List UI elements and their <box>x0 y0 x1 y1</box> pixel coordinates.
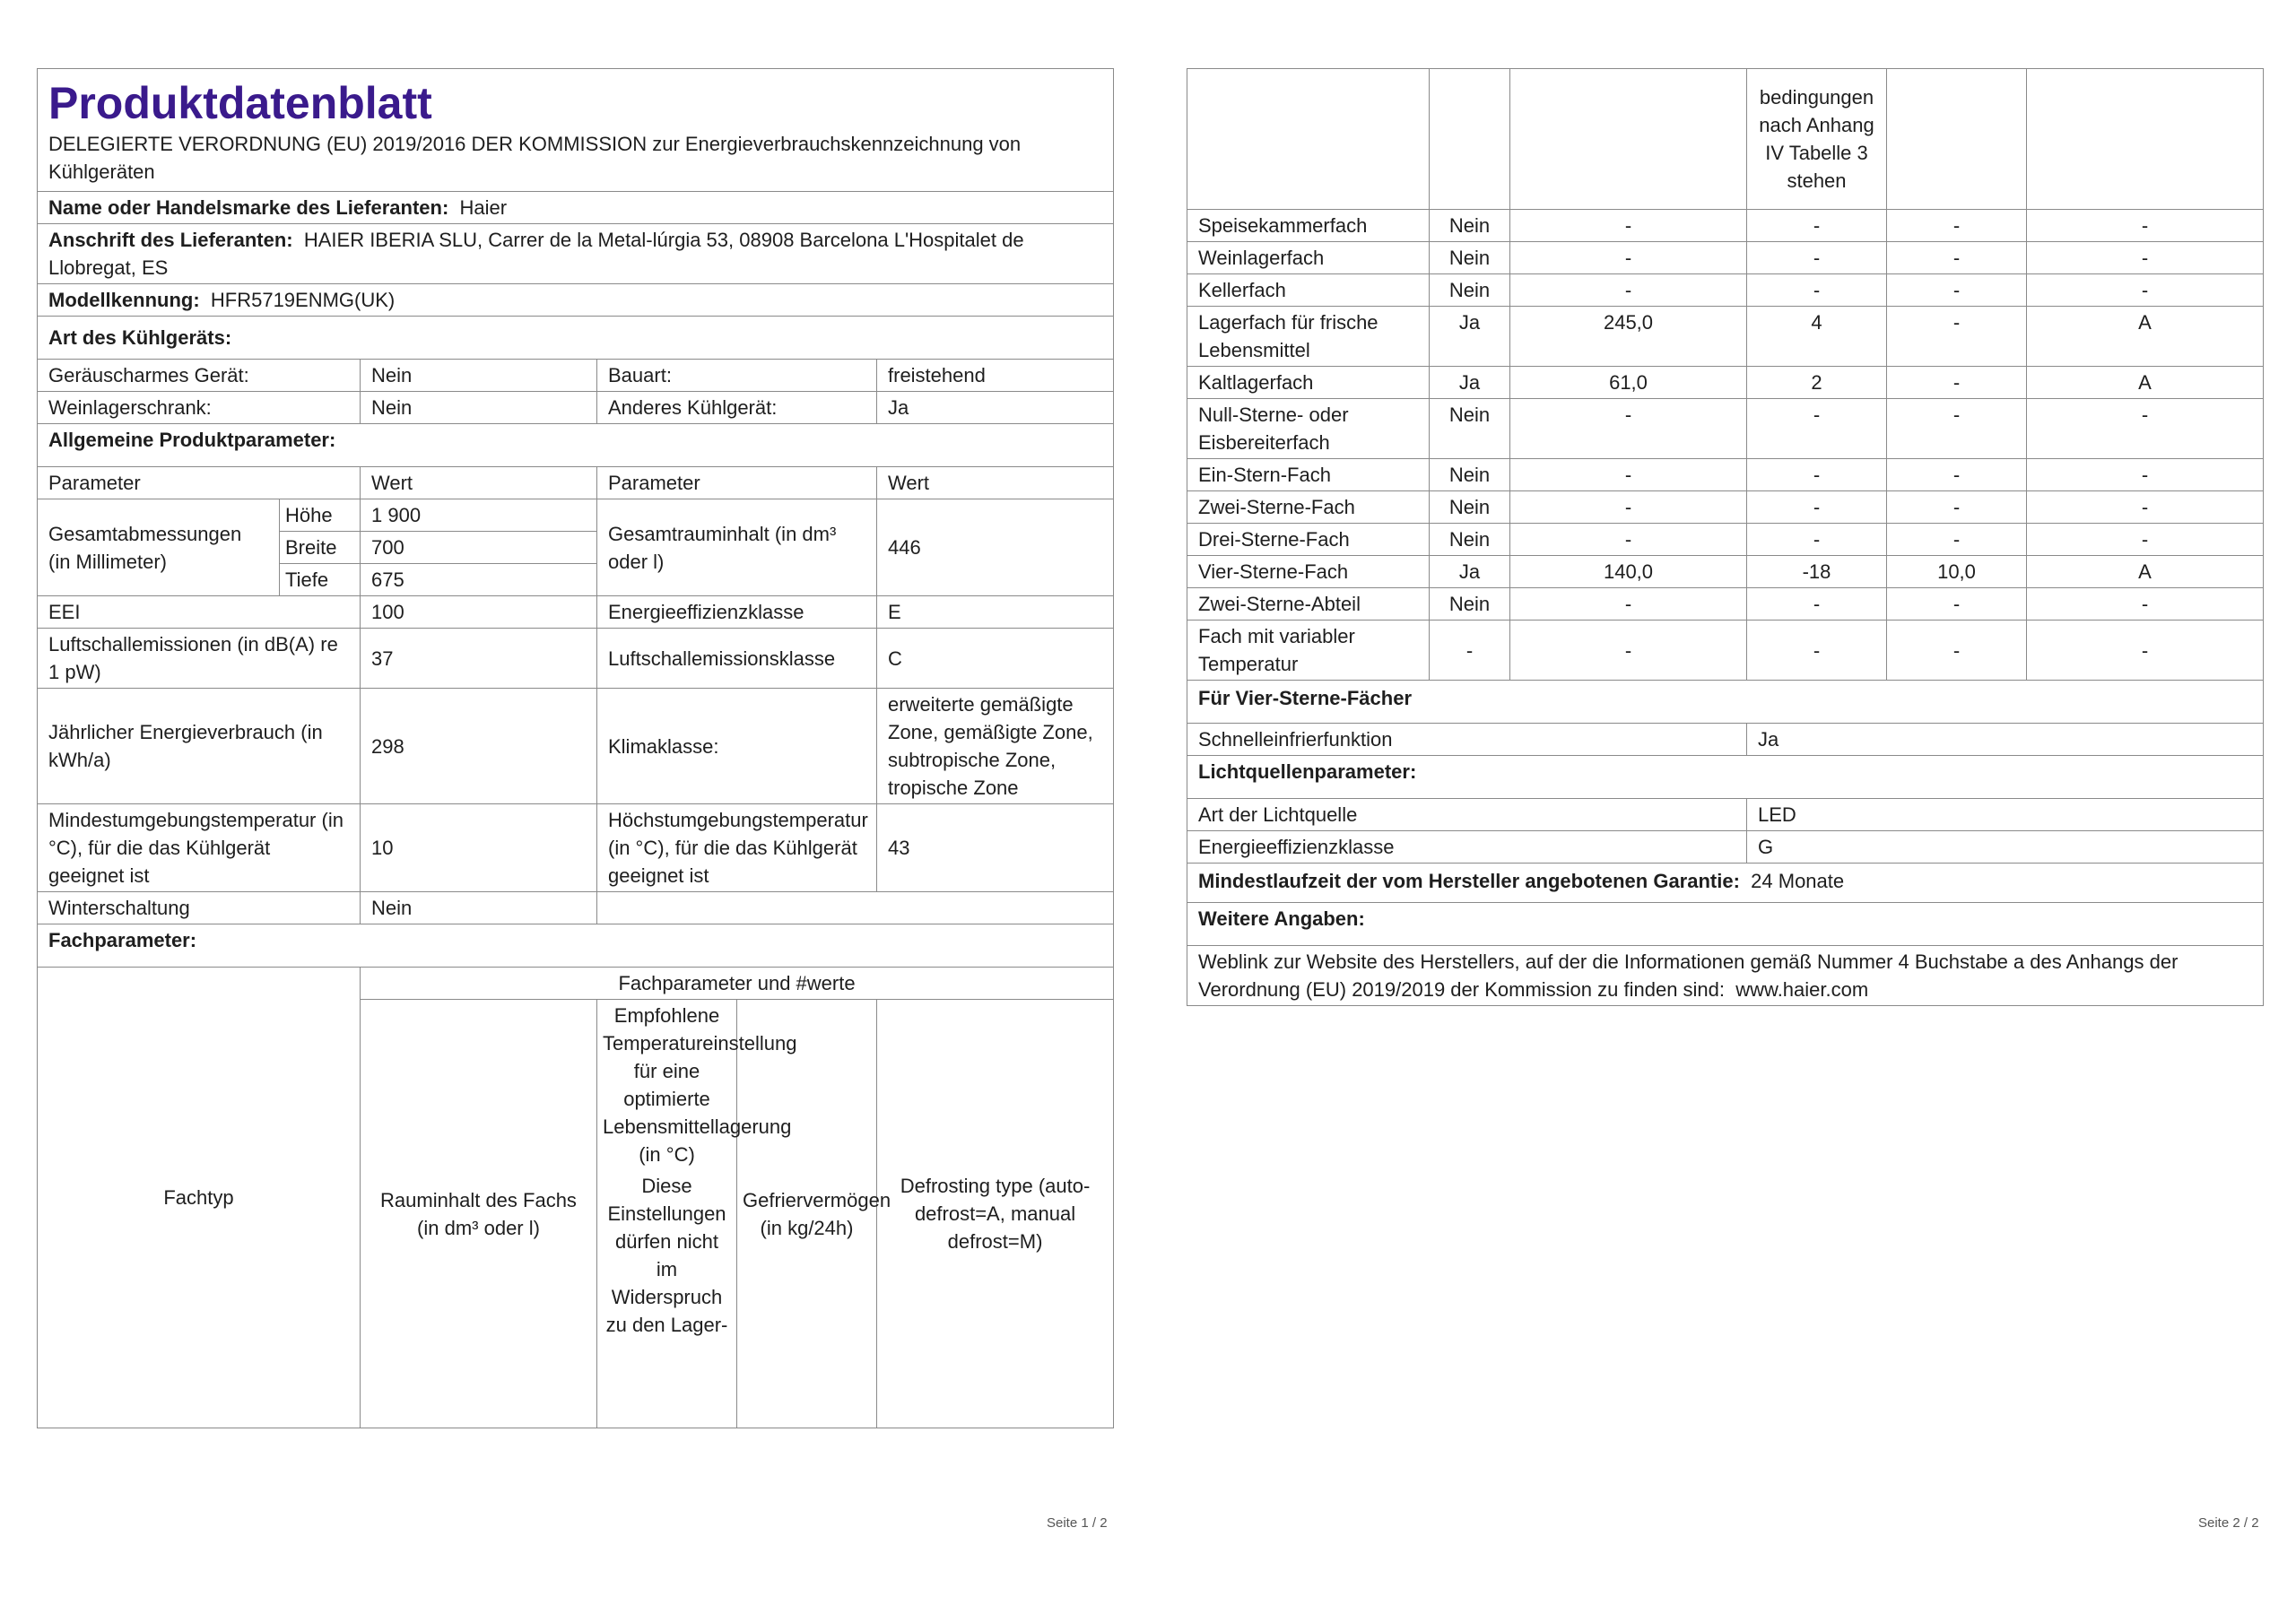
regulation-subtitle: DELEGIERTE VERORDNUNG (EU) 2019/2016 DER KOMMISSION zur Energieverbrauchskennzeichnung von Kühlgeräten <box>48 133 1022 183</box>
light-class-label: Energieeffizienzklasse <box>1187 831 1747 864</box>
temp-header <box>597 1000 797 1428</box>
row-type: Null-Sterne- oder Eisbereiterfach <box>1187 399 1430 459</box>
row-temp: - <box>1747 588 1887 621</box>
four-star-heading: Für Vier-Sterne-Fächer <box>1187 681 2264 724</box>
design-value: freistehend <box>877 360 1114 392</box>
table-row <box>1187 274 2264 307</box>
row-present: Nein <box>1430 588 1510 621</box>
param-header-1: Parameter <box>38 467 361 499</box>
row-present: Nein <box>1430 210 1510 242</box>
row-defrost: A <box>2027 307 2264 367</box>
further-heading: Weitere Angaben: <box>1187 903 2264 946</box>
compartment-group-header: Fachparameter und #werte <box>361 968 1114 1000</box>
row-volume: - <box>1510 274 1747 307</box>
noise-label: Luftschallemissionen (in dB(A) re 1 pW) <box>38 629 361 689</box>
table-row <box>1187 556 2264 588</box>
supplier-address-value: HAIER IBERIA SLU, Carrer de la Metal-lúrgia 53, 08908 Barcelona L'Hospitalet de Llobregat, ES <box>48 229 1024 279</box>
row-defrost: A <box>2027 556 2264 588</box>
other-appliance-value: Ja <box>877 392 1114 424</box>
model-row <box>38 284 1114 317</box>
temp-note-part-2: bedingungen nach Anhang IV Tabelle 3 stehen <box>1747 69 1887 210</box>
wine-cabinet-value: Nein <box>361 392 597 424</box>
wine-cabinet-label: Weinlagerschrank: <box>38 392 361 424</box>
row-present: - <box>1430 621 1510 681</box>
row-type: Zwei-Sterne-Abteil <box>1187 588 1430 621</box>
row-volume: - <box>1510 491 1747 524</box>
table-row <box>1187 621 2264 681</box>
row-freeze: - <box>1887 491 2027 524</box>
row-freeze: - <box>1887 588 2027 621</box>
row-volume: - <box>1510 588 1747 621</box>
low-noise-value: Nein <box>361 360 597 392</box>
temp-note-part-1: Diese Einstellungen dürfen nicht im Widerspruch zu den Lager- <box>605 1175 728 1336</box>
volume-header: Rauminhalt des Fachs (in dm³ oder l) <box>361 1000 597 1428</box>
row-freeze: - <box>1887 459 2027 491</box>
row-volume: - <box>1510 242 1747 274</box>
param-header-2: Parameter <box>597 467 877 499</box>
low-noise-label: Geräuscharmes Gerät: <box>38 360 361 392</box>
table-row <box>1187 307 2264 367</box>
page-number-1: Seite 1 / 2 <box>1047 1515 1108 1531</box>
row-volume: - <box>1510 459 1747 491</box>
defrost-header: Defrosting type (auto-defrost=A, manual defrost=M) <box>877 1000 1114 1428</box>
row-volume: 140,0 <box>1510 556 1747 588</box>
empty-cell <box>597 892 1114 924</box>
row-type: Vier-Sterne-Fach <box>1187 556 1430 588</box>
page-1 <box>37 68 1113 1428</box>
row-volume: 61,0 <box>1510 367 1747 399</box>
noise-value: 37 <box>361 629 597 689</box>
continued-present-cell <box>1430 69 1510 210</box>
supplier-name-value: Haier <box>459 196 508 219</box>
row-defrost: - <box>2027 210 2264 242</box>
fast-freeze-label: Schnelleinfrierfunktion <box>1187 724 1747 756</box>
row-temp: 4 <box>1747 307 1887 367</box>
climate-class-value: erweiterte gemäßigte Zone, gemäßigte Zone, subtropische Zone, tropische Zone <box>877 689 1114 804</box>
compartment-rows <box>1187 210 2264 681</box>
row-temp: -18 <box>1747 556 1887 588</box>
row-type: Lagerfach für frische Lebensmittel <box>1187 307 1430 367</box>
datasheet-table-page-2 <box>1187 68 2264 1006</box>
row-defrost: - <box>2027 399 2264 459</box>
table-row <box>1187 524 2264 556</box>
supplier-address-label: Anschrift des Lieferanten: <box>48 229 293 251</box>
row-present: Ja <box>1430 307 1510 367</box>
row-temp: - <box>1747 210 1887 242</box>
total-volume-value: 446 <box>877 499 1114 596</box>
row-freeze: - <box>1887 524 2027 556</box>
row-volume: - <box>1510 399 1747 459</box>
annual-energy-value: 298 <box>361 689 597 804</box>
temp-header-text: Empfohlene Temperatureinstellung für eine optimierte Lebensmittellagerung (in °C) <box>603 1004 797 1166</box>
climate-class-label: Klimaklasse: <box>597 689 877 804</box>
fast-freeze-value: Ja <box>1747 724 2264 756</box>
row-freeze: - <box>1887 210 2027 242</box>
model-value: HFR5719ENMG(UK) <box>210 289 396 311</box>
row-defrost: - <box>2027 588 2264 621</box>
row-defrost: - <box>2027 491 2264 524</box>
row-type: Speisekammerfach <box>1187 210 1430 242</box>
energy-class-label: Energieeffizienzklasse <box>597 596 877 629</box>
depth-value: 675 <box>361 564 597 596</box>
supplier-name-row <box>38 192 1114 224</box>
winter-value: Nein <box>361 892 597 924</box>
row-temp: 2 <box>1747 367 1887 399</box>
continued-defrost-cell <box>2027 69 2264 210</box>
row-freeze: - <box>1887 621 2027 681</box>
further-info-row <box>1187 946 2264 1006</box>
row-present: Nein <box>1430 491 1510 524</box>
row-present: Nein <box>1430 274 1510 307</box>
continued-freeze-cell <box>1887 69 2027 210</box>
table-row <box>1187 459 2264 491</box>
warranty-label: Mindestlaufzeit der vom Hersteller angebotenen Garantie: <box>1198 870 1740 892</box>
row-type: Drei-Sterne-Fach <box>1187 524 1430 556</box>
row-temp: - <box>1747 621 1887 681</box>
row-type: Weinlagerfach <box>1187 242 1430 274</box>
table-row <box>1187 367 2264 399</box>
row-present: Nein <box>1430 399 1510 459</box>
row-temp: - <box>1747 459 1887 491</box>
winter-label: Winterschaltung <box>38 892 361 924</box>
row-temp: - <box>1747 399 1887 459</box>
compartment-type-header: Fachtyp <box>38 968 361 1428</box>
device-type-heading: Art des Kühlgeräts: <box>38 317 1114 360</box>
noise-class-label: Luftschallemissionsklasse <box>597 629 877 689</box>
light-heading: Lichtquellenparameter: <box>1187 756 2264 799</box>
max-temp-value: 43 <box>877 804 1114 892</box>
row-present: Nein <box>1430 242 1510 274</box>
height-value: 1 900 <box>361 499 597 532</box>
row-volume: - <box>1510 524 1747 556</box>
energy-class-value: E <box>877 596 1114 629</box>
row-present: Nein <box>1430 459 1510 491</box>
row-defrost: - <box>2027 621 2264 681</box>
page-number-2: Seite 2 / 2 <box>2198 1515 2259 1531</box>
continued-type-cell <box>1187 69 1430 210</box>
row-freeze: - <box>1887 274 2027 307</box>
title-cell <box>38 69 1114 192</box>
other-appliance-label: Anderes Kühlgerät: <box>597 392 877 424</box>
general-heading: Allgemeine Produktparameter: <box>38 424 1114 467</box>
row-present: Ja <box>1430 367 1510 399</box>
row-volume: 245,0 <box>1510 307 1747 367</box>
row-type: Kellerfach <box>1187 274 1430 307</box>
value-header-2: Wert <box>877 467 1114 499</box>
compartment-heading: Fachparameter: <box>38 924 1114 968</box>
max-temp-label: Höchstumgebungstemperatur (in °C), für die das Kühlgerät geeignet ist <box>597 804 877 892</box>
eei-value: 100 <box>361 596 597 629</box>
row-type: Fach mit variabler Temperatur <box>1187 621 1430 681</box>
datasheet-table-page-1 <box>37 68 1114 1428</box>
row-freeze: - <box>1887 399 2027 459</box>
manufacturer-weblink[interactable]: www.haier.com <box>1735 978 1869 1001</box>
row-freeze: - <box>1887 307 2027 367</box>
row-defrost: - <box>2027 524 2264 556</box>
dimensions-label: Gesamtabmessungen (in Millimeter) <box>38 499 280 596</box>
min-temp-value: 10 <box>361 804 597 892</box>
design-label: Bauart: <box>597 360 877 392</box>
row-temp: - <box>1747 274 1887 307</box>
row-type: Ein-Stern-Fach <box>1187 459 1430 491</box>
light-type-label: Art der Lichtquelle <box>1187 799 1747 831</box>
light-type-value: LED <box>1747 799 2264 831</box>
row-temp: - <box>1747 242 1887 274</box>
row-present: Nein <box>1430 524 1510 556</box>
row-volume: - <box>1510 621 1747 681</box>
min-temp-label: Mindestumgebungstemperatur (in °C), für die das Kühlgerät geeignet ist <box>38 804 361 892</box>
further-info-text: Weblink zur Website des Herstellers, auf der die Informationen gemäß Nummer 4 Buchstabe a des Anhangs der Verordnung (EU) 2019/2019 der Kommission zu finden sind: <box>1198 950 2179 1001</box>
freeze-header: Gefriervermögen (in kg/24h) <box>737 1000 877 1428</box>
model-label: Modellkennung: <box>48 289 200 311</box>
height-label: Höhe <box>280 499 361 532</box>
total-volume-label: Gesamtrauminhalt (in dm³ oder l) <box>597 499 877 596</box>
row-type: Zwei-Sterne-Fach <box>1187 491 1430 524</box>
warranty-row <box>1187 864 2264 903</box>
row-freeze: 10,0 <box>1887 556 2027 588</box>
width-label: Breite <box>280 532 361 564</box>
annual-energy-label: Jährlicher Energieverbrauch (in kWh/a) <box>38 689 361 804</box>
noise-class-value: C <box>877 629 1114 689</box>
value-header-1: Wert <box>361 467 597 499</box>
row-temp: - <box>1747 524 1887 556</box>
row-defrost: - <box>2027 274 2264 307</box>
table-row <box>1187 491 2264 524</box>
row-defrost: - <box>2027 459 2264 491</box>
table-row <box>1187 210 2264 242</box>
table-row <box>1187 399 2264 459</box>
supplier-address-row <box>38 224 1114 284</box>
table-row <box>1187 242 2264 274</box>
row-defrost: A <box>2027 367 2264 399</box>
row-volume: - <box>1510 210 1747 242</box>
row-temp: - <box>1747 491 1887 524</box>
warranty-value: 24 Monate <box>1751 870 1845 892</box>
light-class-value: G <box>1747 831 2264 864</box>
page-title: Produktdatenblatt <box>48 78 432 128</box>
table-row <box>1187 588 2264 621</box>
row-freeze: - <box>1887 367 2027 399</box>
continued-volume-cell <box>1510 69 1747 210</box>
eei-label: EEI <box>38 596 361 629</box>
row-type: Kaltlagerfach <box>1187 367 1430 399</box>
supplier-name-label: Name oder Handelsmarke des Lieferanten: <box>48 196 449 219</box>
depth-label: Tiefe <box>280 564 361 596</box>
row-freeze: - <box>1887 242 2027 274</box>
row-defrost: - <box>2027 242 2264 274</box>
row-present: Ja <box>1430 556 1510 588</box>
page-2 <box>1187 68 2263 1006</box>
width-value: 700 <box>361 532 597 564</box>
